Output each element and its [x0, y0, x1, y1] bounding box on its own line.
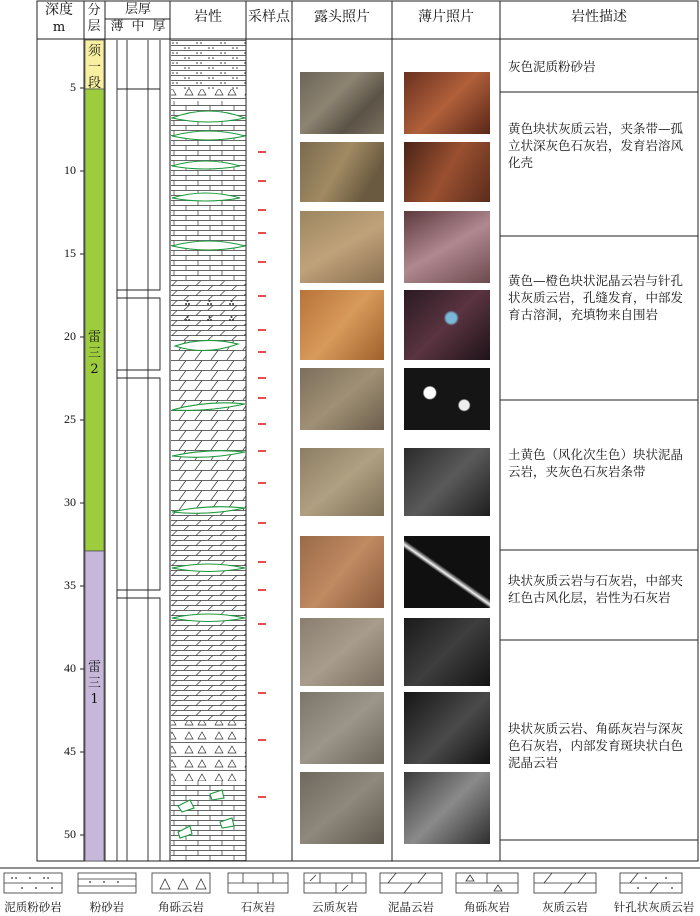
- depth-tick-label: 50: [64, 827, 76, 841]
- thin-section-header: 薄片照片: [418, 9, 474, 25]
- outcrop-photo: [300, 142, 384, 202]
- legend-label-muddy-siltstone: 泥质粉砂岩: [4, 900, 62, 914]
- legend-label-siltstone: 粉砂岩: [89, 900, 125, 914]
- legend-label-pinhole-calcareous-dolomite: 针孔状灰质云岩: [613, 900, 695, 914]
- unit-label-lei31: 雷 三 1: [87, 660, 101, 707]
- outcrop-photo: [300, 772, 384, 844]
- unit-label-lei32: 雷 三 2: [87, 330, 101, 377]
- lithology-description: 黄色块状灰质云岩，夹条带—孤立状深灰色石灰岩，发育岩溶风化壳: [508, 121, 684, 170]
- thin-section-photo: [404, 618, 490, 686]
- medium-header: 中: [131, 19, 145, 34]
- lithology-description: 块状灰质云岩、角砾灰岩与深灰色石灰岩，内部发育斑块状白色泥晶云岩: [508, 721, 684, 770]
- legend-label-calcareous-dolomite: 灰质云岩: [542, 900, 588, 914]
- lithology-description: 黄色—橙色块状泥晶云岩与针孔状灰质云岩，孔缝发育，中部发育古溶洞，充填物来自围岩: [508, 273, 684, 322]
- legend-label-dolomitic-limestone: 云质灰岩: [312, 900, 358, 914]
- thin-section-photo: [404, 692, 490, 764]
- depth-header: 深度: [45, 2, 73, 18]
- lithology-description: 土黄色（风化次生色）块状泥晶云岩，夹灰色石灰岩条带: [508, 447, 684, 479]
- depth-unit: m: [52, 20, 66, 35]
- legend-swatches: [0, 870, 700, 896]
- outcrop-photo: [300, 368, 384, 430]
- lithology-header: 岩性: [194, 9, 222, 25]
- thin-section-photo: [404, 72, 490, 134]
- thin-section-photo: [404, 142, 490, 202]
- legend-label-breccia-limestone: 角砾灰岩: [464, 900, 510, 914]
- depth-tick-label: 5: [70, 80, 76, 94]
- thin-section-photo: [404, 368, 490, 430]
- thick-header: 厚: [152, 19, 166, 34]
- depth-tick-label: 10: [64, 163, 76, 177]
- depth-tick-label: 20: [64, 329, 76, 343]
- legend-label-limestone: 石灰岩: [240, 900, 276, 914]
- outcrop-photo: [300, 72, 384, 134]
- depth-tick-label: 30: [64, 495, 76, 509]
- depth-tick-label: 25: [64, 412, 76, 426]
- depth-tick-label: 15: [64, 246, 76, 260]
- depth-tick-label: 35: [64, 578, 76, 592]
- unit-label-xu1: 须 一 段: [87, 44, 101, 91]
- thin-section-photo: [404, 290, 490, 360]
- layer-header: 分层: [87, 3, 101, 34]
- outcrop-photo: [300, 692, 384, 764]
- description-header: 岩性描述: [571, 9, 627, 25]
- outcrop-header: 露头照片: [314, 9, 370, 25]
- outcrop-photo: [300, 211, 384, 283]
- outcrop-photo: [300, 536, 384, 608]
- thickness-header: 层厚: [124, 2, 151, 17]
- thin-header: 薄: [110, 19, 124, 34]
- lithology-description: 灰色泥质粉砂岩: [508, 59, 596, 74]
- thin-section-photo: [404, 772, 490, 844]
- lithology-description: 块状灰质云岩与石灰岩，中部夹红色古风化层，岩性为石灰岩: [508, 573, 684, 605]
- unit-lei32: [85, 89, 104, 551]
- outcrop-photo: [300, 448, 384, 516]
- legend-label-micritic-dolomite: 泥晶云岩: [388, 900, 434, 914]
- thin-section-photo: [404, 448, 490, 516]
- outcrop-photo: [300, 290, 384, 360]
- thin-section-photo: [404, 536, 490, 608]
- depth-tick-label: 45: [64, 744, 76, 758]
- thin-section-photo: [404, 211, 490, 283]
- outcrop-photo: [300, 618, 384, 686]
- sample-header: 采样点: [248, 9, 290, 25]
- legend-label-breccia-dolomite: 角砾云岩: [158, 900, 204, 914]
- depth-tick-label: 40: [64, 661, 76, 675]
